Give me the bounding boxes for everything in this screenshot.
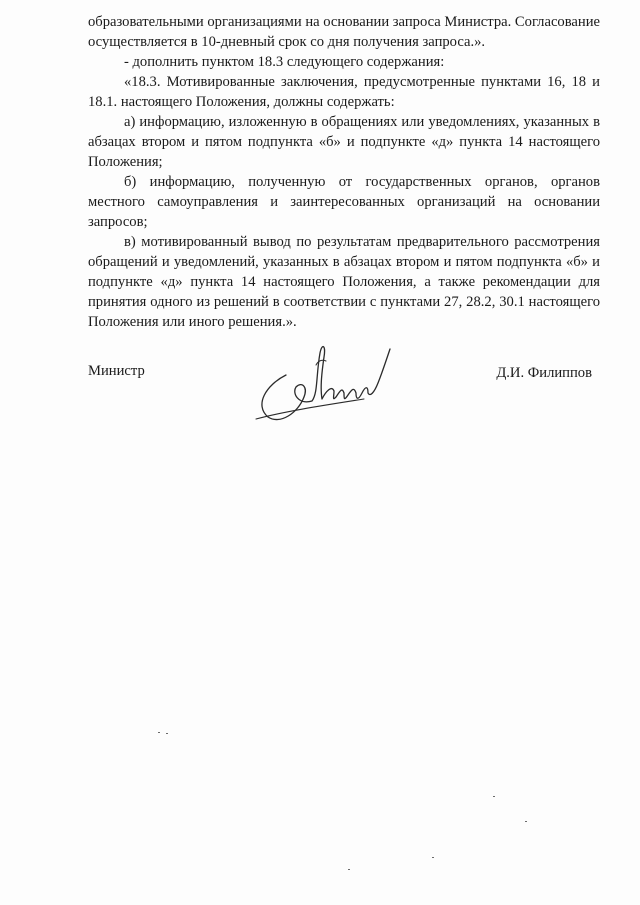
- scan-speck: [432, 857, 434, 858]
- scan-speck: [525, 821, 527, 822]
- signature-block: [88, 345, 600, 435]
- scan-speck: [166, 733, 168, 734]
- signer-title: Министр: [88, 363, 145, 379]
- document-body: [88, 12, 600, 332]
- paragraph-amendment-intro: - дополнить пунктом 18.3 следующего содержания:: [124, 54, 445, 70]
- scan-speck: [158, 732, 160, 733]
- paragraph-item-b: б) информацию, полученную от государственных органов, органов местного самоуправления и заинтересованных организаций на основании запросов;: [88, 174, 600, 230]
- handwritten-signature: [246, 335, 396, 430]
- paragraph-continuation: образовательными организациями на основании запроса Министра. Согласование осуществляется в 10-дневный срок со дня получения запроса.».: [88, 14, 600, 50]
- paragraph-clause-18-3: «18.3. Мотивированные заключения, предусмотренные пунктами 16, 18 и 18.1. настоящего Положения, должны содержать:: [88, 74, 600, 110]
- paragraph-item-a: а) информацию, изложенную в обращениях или уведомлениях, указанных в абзацах втором и пятом подпункта «б» и подпункте «д» пункта 14 настоящего Положения;: [88, 114, 600, 170]
- scan-speck: [493, 796, 495, 797]
- scan-speck: [348, 869, 350, 870]
- paragraph-item-v: в) мотивированный вывод по результатам предварительного рассмотрения обращений и уведомлений, указанных в абзацах втором и пятом подпункта «б» и подпункте «д» пункта 14 настоящего Положения, а также рекомендации для принятия одного из решений в соответствии с пунктами 27, 28.2, 30.1 настоящего Положения или иного решения.».: [88, 234, 600, 330]
- signer-name: Д.И. Филиппов: [496, 365, 592, 381]
